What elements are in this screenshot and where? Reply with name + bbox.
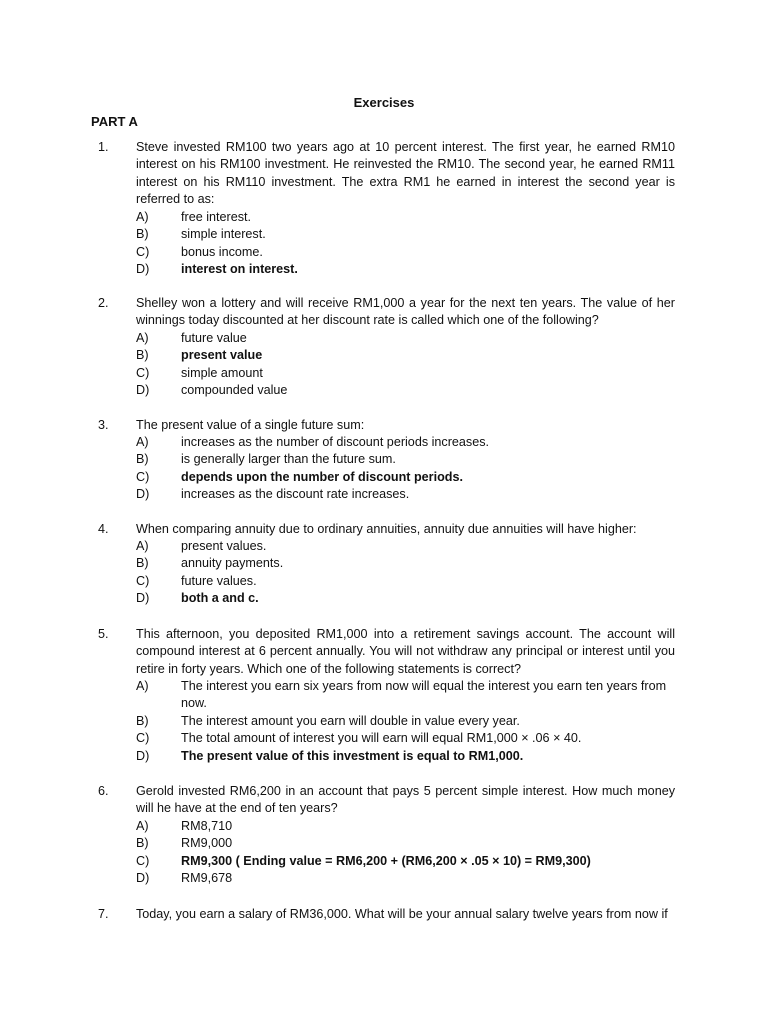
option-text: depends upon the number of discount periods. [181, 469, 463, 484]
option-letter: D) [136, 262, 150, 277]
question-text: Steve invested RM100 two years ago at 10 percent interest. The first year, he earned RM10 interest on his RM100 investment. He reinvested the RM10. The second year, he earned RM11 interest on his RM110 investment. The extra RM1 he earned in interest the second year is referred to as: [136, 140, 675, 207]
option-letter: C) [136, 469, 150, 484]
question-text: Gerold invested RM6,200 in an account that pays 5 percent simple interest. How much money will he have at the end of ten years? [136, 784, 675, 816]
option-letter: C) [136, 731, 150, 746]
question-text: Today, you earn a salary of RM36,000. What will be your annual salary twelve years from now if [136, 907, 668, 921]
question-number: 4. [98, 522, 109, 536]
option-text: increases as the discount rate increases. [181, 487, 410, 502]
option-a [136, 330, 675, 347]
option-a [136, 678, 675, 713]
option-letter: B) [136, 227, 149, 242]
option-c [136, 244, 675, 261]
question-text: This afternoon, you deposited RM1,000 into a retirement savings account. The account will compound interest at 6 percent annually. You will not withdraw any principal or interest until you retire in forty years. Which one of the following statements is correct? [136, 627, 675, 676]
option-letter: A) [136, 435, 149, 449]
option-text: present values. [181, 539, 267, 553]
option-text: present value [181, 348, 263, 363]
option-list [136, 209, 675, 279]
option-letter: C) [136, 244, 150, 259]
option-list [136, 434, 675, 504]
question-text: Shelley won a lottery and will receive RM1,000 a year for the next ten years. The value of her winnings today discounted at her discount rate is called which one of the following? [136, 296, 675, 328]
option-text: both a and c. [181, 591, 259, 606]
option-b [136, 835, 675, 852]
option-text: compounded value [181, 383, 288, 398]
option-text: The total amount of interest you will earn will equal RM1,000 × .06 × 40. [181, 731, 582, 746]
option-text: increases as the number of discount periods increases. [181, 435, 490, 449]
question-text: The present value of a single future sum: [136, 418, 365, 432]
option-text: simple amount [181, 365, 263, 380]
option-letter: C) [136, 853, 150, 868]
option-list [136, 678, 675, 765]
option-c [136, 730, 675, 747]
question-text: When comparing annuity due to ordinary annuities, annuity due annuities will have higher: [136, 522, 637, 536]
option-letter: A) [136, 679, 149, 693]
option-letter: B) [136, 348, 149, 363]
option-d [136, 486, 675, 503]
option-list [136, 330, 675, 400]
option-b [136, 713, 675, 730]
option-text: bonus income. [181, 244, 263, 259]
option-c [136, 853, 675, 870]
option-text: RM8,710 [181, 819, 233, 833]
option-text: future values. [181, 573, 257, 588]
option-letter: D) [136, 591, 150, 606]
option-letter: D) [136, 871, 150, 886]
option-text: simple interest. [181, 227, 266, 242]
option-letter: A) [136, 819, 149, 833]
option-d [136, 748, 675, 765]
option-text: future value [181, 331, 247, 345]
option-a [136, 209, 675, 226]
option-d [136, 261, 675, 278]
option-a [136, 818, 675, 835]
option-letter: A) [136, 331, 149, 345]
option-c [136, 573, 675, 590]
option-b [136, 226, 675, 243]
option-b [136, 555, 675, 572]
option-c [136, 365, 675, 382]
option-text: The interest amount you earn will double in value every year. [181, 713, 520, 728]
document-title: Exercises [353, 95, 415, 110]
option-letter: D) [136, 487, 150, 502]
option-letter: B) [136, 836, 149, 851]
option-text: interest on interest. [181, 262, 298, 277]
option-text: RM9,000 [181, 836, 233, 851]
option-b [136, 451, 675, 468]
option-d [136, 870, 675, 887]
question-number: 5. [98, 627, 109, 641]
question-number: 7. [98, 907, 109, 921]
option-letter: A) [136, 210, 149, 224]
option-letter: B) [136, 452, 149, 467]
option-text: The interest you earn six years from now will equal the interest you earn ten years from now. [181, 679, 667, 711]
option-text: The present value of this investment is equal to RM1,000. [181, 748, 524, 763]
option-text: RM9,300 ( Ending value = RM6,200 + (RM6,200 × .05 × 10) = RM9,300) [181, 853, 591, 868]
option-c [136, 469, 675, 486]
option-b [136, 347, 675, 364]
option-letter: D) [136, 383, 150, 398]
question-number: 3. [98, 418, 109, 432]
option-list [136, 818, 675, 888]
option-d [136, 590, 675, 607]
option-a [136, 434, 675, 451]
option-text: is generally larger than the future sum. [181, 452, 396, 467]
option-letter: C) [136, 573, 150, 588]
option-d [136, 382, 675, 399]
question-number: 2. [98, 296, 109, 310]
question-number: 1. [98, 140, 109, 154]
option-text: annuity payments. [181, 556, 284, 571]
option-text: free interest. [181, 210, 251, 224]
question-number: 6. [98, 784, 109, 798]
option-list [136, 538, 675, 608]
option-letter: C) [136, 365, 150, 380]
option-letter: D) [136, 748, 150, 763]
option-letter: A) [136, 539, 149, 553]
part-heading: PART A [91, 114, 138, 129]
option-letter: B) [136, 556, 149, 571]
option-text: RM9,678 [181, 871, 233, 886]
option-letter: B) [136, 713, 149, 728]
option-a [136, 538, 675, 555]
